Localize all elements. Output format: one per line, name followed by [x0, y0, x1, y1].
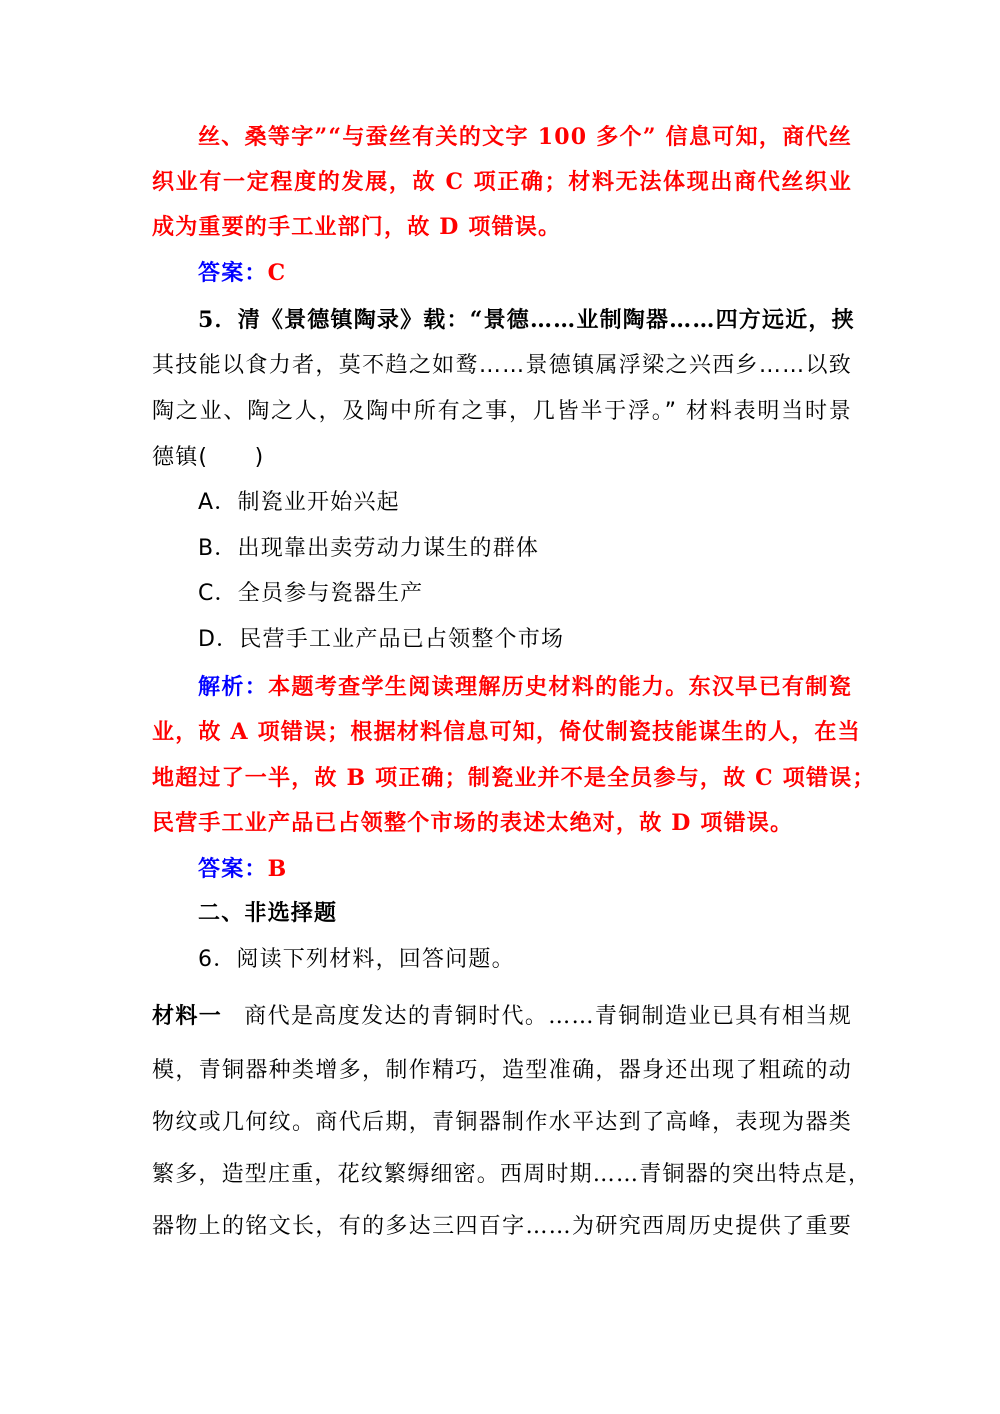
material-1-line: 物纹或几何纹。商代后期，青铜器制作水平达到了高峰，表现为器类 — [152, 1110, 852, 1135]
explanation-line: 成为重要的手工业部门，故 D 项错误。 — [152, 214, 562, 240]
option-d: D．民营手工业产品已占领整个市场 — [198, 627, 565, 652]
question-5-line: 其技能以食力者，莫不趋之如鹜……景德镇属浮梁之兴西乡……以致 — [152, 353, 852, 378]
analysis-line: 地超过了一半，故 B 项正确；制瓷业并不是全员参与，故 C 项错误； — [152, 765, 876, 791]
answer-value: B — [267, 856, 288, 882]
question-5-line: 5．清《景德镇陶录》载：“景德……业制陶器……四方远近，挟 — [198, 307, 855, 333]
material-1-line: 器物上的铭文长，有的多达三四百字……为研究西周历史提供了重要 — [152, 1214, 852, 1239]
answer-label: 答案： — [198, 261, 268, 286]
question-5-line: 德镇( ) — [152, 445, 265, 470]
analysis-line — [198, 672, 852, 703]
analysis-line: 业，故 A 项错误；根据材料信息可知，倚仗制瓷技能谋生的人，在当 — [152, 719, 861, 745]
option-b: B．出现靠出卖劳动力谋生的群体 — [198, 536, 540, 561]
material-1-line: 模，青铜器种类增多，制作精巧，造型准确，器身还出现了粗疏的动 — [152, 1058, 852, 1083]
explanation-line: 织业有一定程度的发展，故 C 项正确；材料无法体现出商代丝织业 — [152, 169, 852, 195]
material-label: 材料一 — [152, 1004, 223, 1029]
question-6-stem: 6．阅读下列材料，回答问题。 — [198, 947, 515, 972]
material-1-line: 繁多，造型庄重，花纹繁缛细密。西周时期……青铜器的突出特点是， — [152, 1162, 872, 1187]
material-1-line — [152, 1001, 852, 1032]
answer-value: C — [267, 260, 287, 286]
analysis-line: 民营手工业产品已占领整个市场的表述太绝对，故 D 项错误。 — [152, 810, 794, 836]
answer-label: 答案： — [198, 857, 268, 882]
answer-4 — [198, 258, 852, 289]
question-5-line: 陶之业、陶之人，及陶中所有之事，几皆半于浮。” 材料表明当时景 — [152, 399, 852, 424]
option-a: A．制瓷业开始兴起 — [198, 490, 400, 515]
explanation-line: 丝、桑等字”“与蚕丝有关的文字 100 多个” 信息可知，商代丝 — [198, 124, 852, 150]
section-title: 二、非选择题 — [198, 901, 338, 926]
option-c: C．全员参与瓷器生产 — [198, 581, 424, 606]
material-text: 商代是高度发达的青铜时代。……青铜制造业已具有相当规 — [244, 1004, 853, 1029]
analysis-text: 本题考查学生阅读理解历史材料的能力。东汉早已有制瓷 — [268, 674, 852, 700]
analysis-label: 解析： — [198, 675, 269, 700]
answer-5 — [198, 854, 852, 885]
